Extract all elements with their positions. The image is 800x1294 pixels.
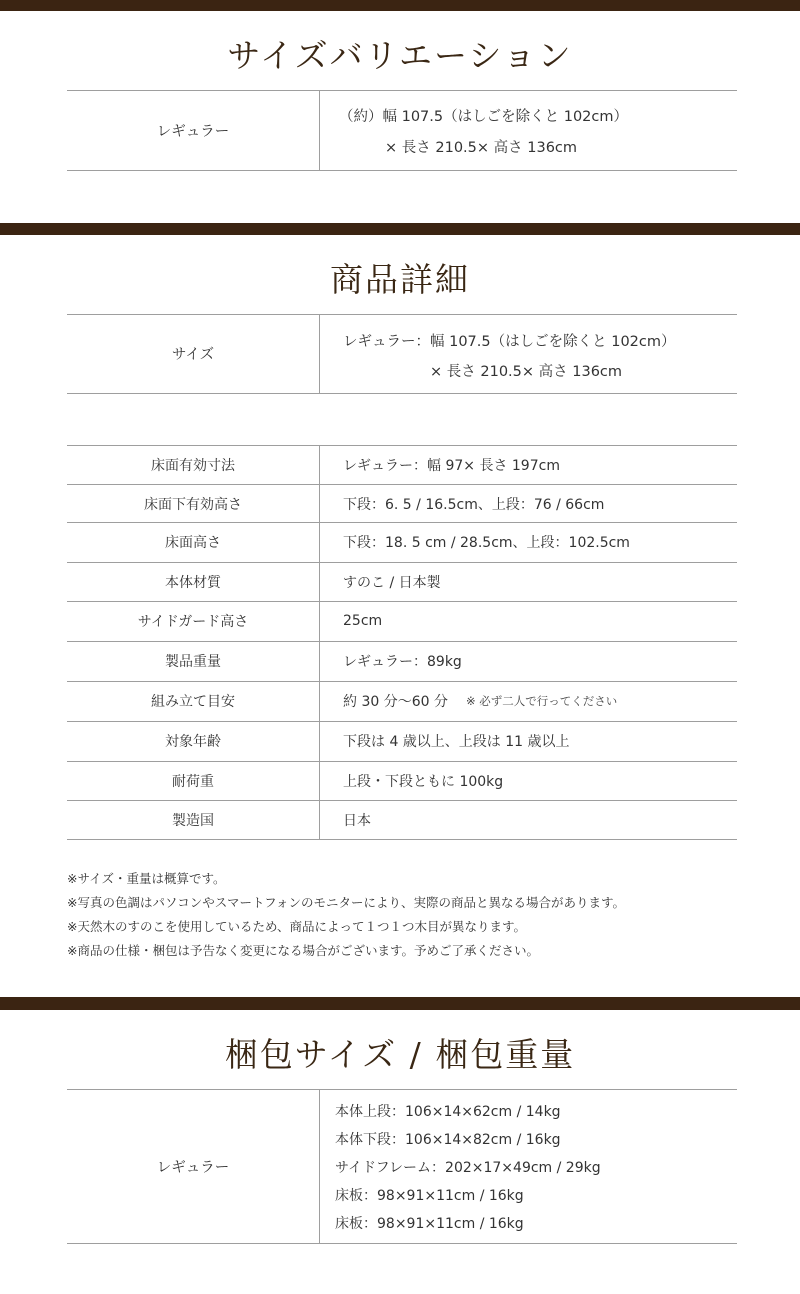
variation-title: サイズバリエーション [227, 36, 573, 75]
row-value: 25cm [343, 613, 383, 629]
details-size-label: サイズ [171, 347, 215, 363]
variation-value-line1: （約）幅 107.5（はしごを除くと 102cm） [339, 109, 629, 125]
row-value: すのこ / 日本製 [343, 574, 441, 591]
packing-line: 床板：98×91×11cm / 16kg [335, 1216, 524, 1232]
section-band-details [0, 223, 800, 235]
row-label: 組み立て目安 [151, 694, 235, 710]
row-label: 床面有効寸法 [151, 457, 235, 474]
row-label: 対象年齢 [165, 734, 221, 750]
row-value: レギュラー：幅 97× 長さ 197cm [343, 457, 560, 474]
disclaimer-note: ※商品の仕様・梱包は予告なく変更になる場合がございます。予めご了承ください。 [67, 943, 539, 958]
details-size-line2: × 長さ 210.5× 高さ 136cm [430, 364, 623, 380]
row-value: 下段：18. 5 cm / 28.5cm、上段：102.5cm [343, 535, 630, 551]
variation-label: レギュラー [156, 123, 230, 140]
top-band [0, 0, 800, 11]
packing-line: サイドフレーム：202×17×49cm / 29kg [335, 1160, 601, 1176]
variation-divider [319, 90, 320, 170]
row-value: レギュラー：89kg [343, 654, 462, 670]
row-value: 日本 [343, 812, 371, 829]
disclaimer-note: ※天然木のすのこを使用しているため、商品によって１つ１つ木目が異なります。 [67, 919, 526, 934]
disclaimer-note: ※写真の色調はパソコンやスマートフォンのモニターにより、実際の商品と異なる場合があります。 [67, 895, 625, 910]
row-rule [67, 839, 737, 840]
details-title: 商品詳細 [330, 260, 470, 299]
packing-label: レギュラー [156, 1159, 230, 1176]
row-value: 上段・下段ともに 100kg [343, 773, 504, 790]
packing-line: 本体下段：106×14×82cm / 16kg [335, 1132, 561, 1148]
row-label: 耐荷重 [172, 773, 214, 790]
row-label: サイドガード高さ [137, 614, 249, 630]
variation-rule-bottom [67, 170, 737, 171]
details-size-line1: レギュラー：幅 107.5（はしごを除くと 102cm） [343, 334, 676, 350]
packing-line: 本体上段：106×14×62cm / 14kg [335, 1104, 561, 1120]
row-value: 約 30 分〜60 分 [343, 694, 448, 710]
row-label: 製品重量 [165, 654, 221, 670]
row-label: 床面下有効高さ [144, 496, 242, 513]
packing-divider [319, 1089, 320, 1243]
section-band-packing [0, 997, 800, 1010]
row-value: 下段：6. 5 / 16.5cm、上段：76 / 66cm [343, 496, 605, 513]
row-label: 製造国 [172, 812, 214, 829]
details-size-divider [319, 314, 320, 393]
disclaimer-note: ※サイズ・重量は概算です。 [67, 871, 226, 886]
packing-title: 梱包サイズ / 梱包重量 [224, 1035, 576, 1074]
packing-line: 床板：98×91×11cm / 16kg [335, 1188, 524, 1204]
variation-value-line2: × 長さ 210.5× 高さ 136cm [385, 140, 578, 156]
assembly-note: ※ 必ず二人で行ってください [465, 694, 618, 708]
row-label: 本体材質 [165, 574, 221, 591]
row-label: 床面高さ [165, 535, 221, 551]
row-value-with-note [343, 681, 617, 721]
packing-rule-bottom [67, 1243, 737, 1244]
details-table-divider [319, 445, 320, 839]
details-size-rule-bottom [67, 393, 737, 394]
row-value: 下段は 4 歳以上、上段は 11 歳以上 [343, 734, 570, 750]
